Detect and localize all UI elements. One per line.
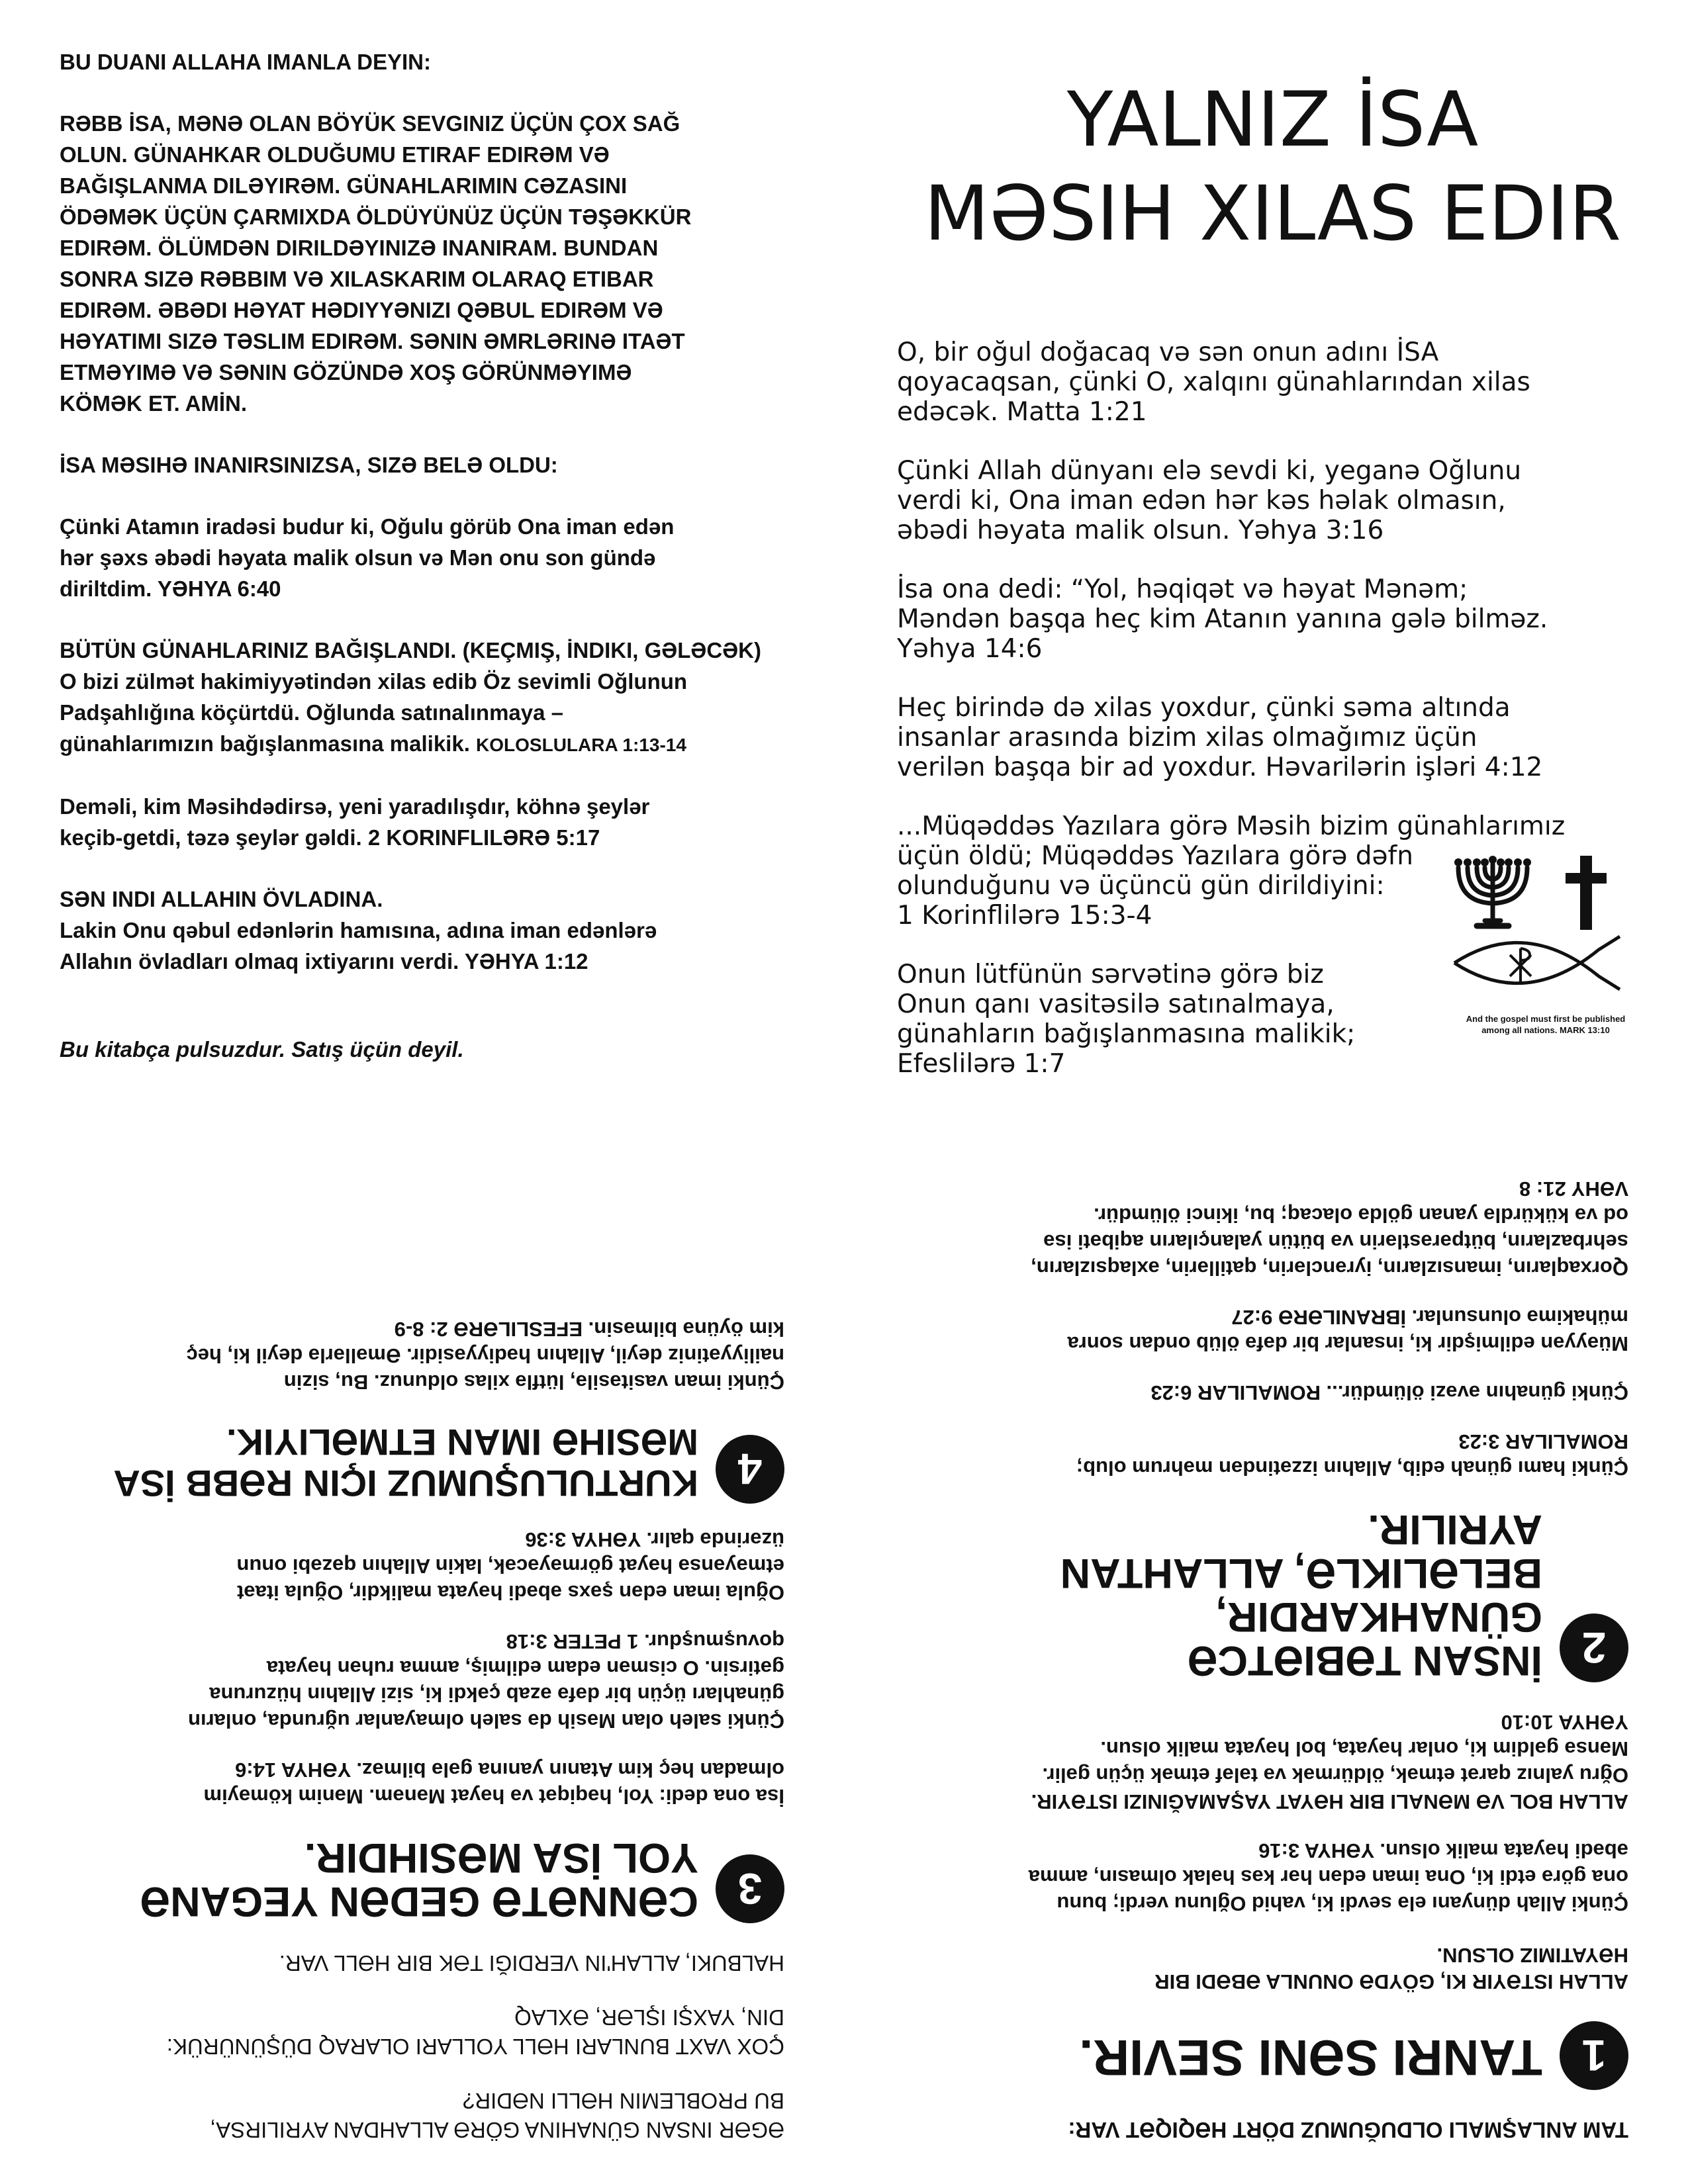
section-1-verse-john-10-10: ALLAH BOL VƏ MƏNALI BIR HƏYAT YAŞAMAĞINIZI ISTƏYIR. Oğru yalnız qarət etmək, öldürmək və tələf etmək üçün gəlir. Mənsə gəldim ki, onlar həyata, bol həyata malik olsun. YƏHYA 10:10 — [890, 1709, 1628, 1815]
section-1-header — [890, 2021, 1628, 2090]
emblem-graphic — [1446, 850, 1645, 1009]
title-panel — [844, 0, 1688, 1092]
section-4-title: KURTULUŞUMUZ IÇIN RƏBB İSA MƏSIHƏ IMAN ETMƏLIYIK. — [113, 1422, 698, 1504]
section-3-verse-1-peter-3-18: Çünki saleh olan Məsih də saleh olmayanlar uğrunda, onların günahları üçün bir dəfə əzab çəkdi ki, sizi Allahın hüzuruna gətirsin. O cismən edam edilmiş, amma ruhən həyata qovuşmuşdur. 1 PETER 3:18 — [188, 1630, 784, 1733]
verse-colossians: BÜTÜN GÜNAHLARINIZ BAĞIŞLANDI. (KEÇMIŞ, İNDIKI, GƏLƏCƏK) O bizi zülmət hakimiyyətindən xilas edib Öz sevimli Oğlunun Padşahlığına köçürtdü. Oğlunda satınalınmaya – günahlarımızın bağışlanmasına malikik. KOLOSLULARA 1:13-14 — [60, 635, 791, 760]
section-1-title: TANRI SƏNI SEVIR. — [1079, 2029, 1542, 2085]
child-heading: SƏN INDI ALLAHIN ÖVLADINA. — [60, 887, 383, 911]
verse-1-corinthians-15: ...Müqəddəs Yazılara görə Məsih bizim günahlarımız üçün öldü; Müqəddəs Yazılara görə dəfn olunduğunu və üçüncü gün dirildiyini: 1 Korinflilərə 15:3-4 — [897, 811, 1566, 931]
ichthys-icon — [1454, 936, 1620, 989]
section-1-caps: ALLAH ISTƏYIR KI, GÖYDƏ ONUNLA ƏBƏDI BIR HƏYATIMIZ OLSUN. — [1154, 1944, 1628, 1993]
emblem-group — [1446, 850, 1645, 1069]
verse-2-corinthians: Deməli, kim Məsihdədirsə, yeni yaradılışdır, köhnə şeylər keçib-getdi, təzə şeylər gəldi. 2 KORINFLILƏRƏ 5:17 — [60, 794, 650, 850]
verse-john-3-16: Çünki Allah dünyanı elə sevdi ki, yeganə Oğlunu verdi ki, Ona iman edən hər kəs həlak olmasın, əbədi həyata malik olsun. Yəhya 3:16 — [897, 456, 1522, 545]
section-2-verse-romans-3-23: Çünki hamı günah edib, Allahın izzətindən məhrum olub; ROMALILAR 3:23 — [1076, 1430, 1628, 1480]
chi-rho-icon — [1510, 948, 1531, 983]
cross-icon — [1566, 856, 1607, 930]
section-3-title: CƏNNƏTƏ GEDƏN YEGANƏ YOL İSA MƏSIHDIR. — [140, 1835, 698, 1925]
free-booklet-note: Bu kitabça pulsuzdur. Satış üçün deyil. — [60, 1037, 464, 1062]
four-truths-intro: TAM ANLAŞMALI OLDUĞUMUZ DÖRT HƏQIQƏT VAR: — [1068, 2118, 1628, 2142]
section-2-title: İNSAN TƏBIƏTCƏ GÜNAHKARDIR, BELƏLIKLƏ, ALLAHTAN AYRILIR. — [1060, 1506, 1542, 1684]
number-3-badge: 3 — [716, 1854, 784, 1923]
number-4-badge: 4 — [716, 1435, 784, 1504]
problem-question: ƏGƏR INSAN GÜNAHINA GÖRƏ ALLAHDAN AYRILIRSA, BU PROBLEMIN HƏLLI NƏDIR? — [210, 2089, 784, 2142]
main-title: YALNIZ İSA MƏSIH XILAS EDIR — [923, 75, 1622, 257]
verse-john-1-12: SƏN INDI ALLAHIN ÖVLADINA. Lakin Onu qəbul edənlərin hamısına, adına iman edənlərə Allahın övladları olmaq ixtiyarını verdi. YƏHYA 1:12 — [60, 884, 791, 977]
section-3-verse-john-3-36: Oğula iman edən şəxs əbədi həyata malikdir, Oğula itaət etməyənsə həyat görməyəcək, lakin Allahın qəzəbi onun üzərində qalır. YƏHYA 3:36 — [236, 1528, 784, 1604]
truths-one-two-panel — [844, 1092, 1688, 2184]
verse-john-14-6: İsa ona dedi: “Yol, həqiqət və həyat Mənəm; Məndən başqa heç kim Atanın yanına gələ bilməz. Yəhya 14:6 — [897, 574, 1548, 664]
section-2-header — [890, 1508, 1628, 1682]
number-2-badge: 2 — [1560, 1614, 1628, 1682]
section-1-caps-2: ALLAH BOL VƏ MƏNALI BIR HƏYAT YAŞAMAĞINIZI ISTƏYIR. — [1031, 1790, 1628, 1813]
section-3-verse-john-14-6: İsa ona dedi: Yol, həqiqət və həyat Mənəm. Mənim köməyim olmadan heç kim Atanın yanına gələ bilməz. YƏHYA 14:6 — [203, 1758, 784, 1808]
common-solutions: ÇOX VAXT BUNLARI HƏLL YOLLARI OLARAQ DÜŞÜNÜRÜK: DIN, YAXŞI IŞLƏR, ƏXLAQ — [166, 2005, 784, 2059]
section-2-verse-hebrews-9-27: Müəyyən edilmişdir ki, insanlar bir dəfə ölüb ondan sonra mühakimə olunsunlar. İBRANILƏRƏ 9:27 — [1067, 1306, 1628, 1355]
verse-john-6-40: Çünki Atamın iradəsi budur ki, Oğulu görüb Ona iman edən hər şəxs əbədi həyata malik olsun və Mən onu son gündə diriltdim. YƏHYA 6:40 — [60, 514, 675, 601]
prayer-heading: BU DUANI ALLAHA IMANLA DEYIN: — [60, 50, 431, 74]
verse-ephesians-1-7: Onun lütfünün sərvətinə görə biz Onun qanı vasitəsilə satınalmaya, günahların bağışlanmasına malikik; Efeslilərə 1:7 — [897, 960, 1356, 1079]
prayer-panel — [0, 0, 844, 1092]
section-4-header — [46, 1422, 784, 1504]
only-one-solution: HALBUKI, ALLAH'IN VERDIĞI TƏK BIR HƏLL VAR. — [279, 1951, 784, 1976]
section-2-verse-romans-6-23: Çünki günahın əvəzi ölümdür... ROMALILAR 6:23 — [1150, 1381, 1628, 1404]
colossians-ref: KOLOSLULARA 1:13-14 — [476, 735, 686, 755]
number-1-badge: 1 — [1560, 2021, 1628, 2090]
section-4-verse-ephesians-2-8: Çünki iman vasitəsilə, lütflə xilas oldunuz. Bu, sizin nailiyyətiniz deyil, Allahın hədiyyəsidir. Əməllərlə deyil ki, heç kim öyünə bilməsin. EFESLILƏRƏ 2: 8-9 — [186, 1318, 784, 1394]
truths-three-four-panel — [0, 1092, 844, 2184]
section-1-verse-john-3-16: Çünki Allah dünyanı elə sevdi ki, vahid Oğlunu verdi; bunu ona görə etdi ki, Ona iman edən hər kəs həlak olmasın, amma əbədi həyata malik olsun. YƏHYA 3:16 — [1028, 1839, 1628, 1915]
section-2-verse-revelation-21-8: Qorxaqların, imansızların, iyrənclərin, qatillərin, əxlaqsızların, sehrbazların, bütpərəstlərin və bütün yalançıların aqibəti isə od və kükürdlə yanan göldə olacaq; bu, ikinci ölümdür. VƏHY 21: 8 — [1031, 1177, 1628, 1280]
emblem-caption: And the gospel must first be published among all nations. MARK 13:10 — [1466, 1014, 1626, 1035]
verse-matthew-1-21: O, bir oğul doğacaq və sən onun adını İSA qoyacaqsan, çünki O, xalqını günahlarından xilas edəcək. Matta 1:21 — [897, 338, 1530, 427]
verse-acts-4-12: Heç birində də xilas yoxdur, çünki səma altında insanlar arasında bizim xilas olmağımız üçün verilən başqa bir ad yoxdur. Həvarilərin işləri 4:12 — [897, 693, 1543, 782]
if-believe-heading: İSA MƏSIHƏ INANIRSINIZSA, SIZƏ BELƏ OLDU: — [60, 453, 558, 477]
section-3-header — [46, 1836, 784, 1923]
forgiven-heading: BÜTÜN GÜNAHLARINIZ BAĞIŞLANDI. (KEÇMIŞ, İNDIKI, GƏLƏCƏK) — [60, 638, 761, 662]
prayer-text: RƏBB İSA, MƏNƏ OLAN BÖYÜK SEVGINIZ ÜÇÜN ÇOX SAĞ OLUN. GÜNAHKAR OLDUĞUMU ETIRAF EDIRƏM VƏ BAĞIŞLANMA DILƏYIRƏM. GÜNAHLARIMIN CƏZASINI ÖDƏMƏK ÜÇÜN ÇARMIXDA ÖLDÜYÜNÜZ ÜÇÜN TƏŞƏKKÜR EDIRƏM. ÖLÜMDƏN DIRILDƏYINIZƏ INANIRAM. BUNDAN SONRA SIZƏ RƏBBIM VƏ XILASKARIM OLARAQ ETIBAR EDIRƏM. ƏBƏDI HƏYAT HƏDIYYƏNIZI QƏBUL EDIRƏM VƏ HƏYATIMI SIZƏ TƏSLIM EDIRƏM. SƏNIN ƏMRLƏRINƏ ITAƏT ETMƏYIMƏ VƏ SƏNIN GÖZÜNDƏ XOŞ GÖRÜNMƏYIMƏ KÖMƏK ET. AMİN. — [60, 111, 692, 416]
menorah-icon — [1458, 864, 1527, 926]
